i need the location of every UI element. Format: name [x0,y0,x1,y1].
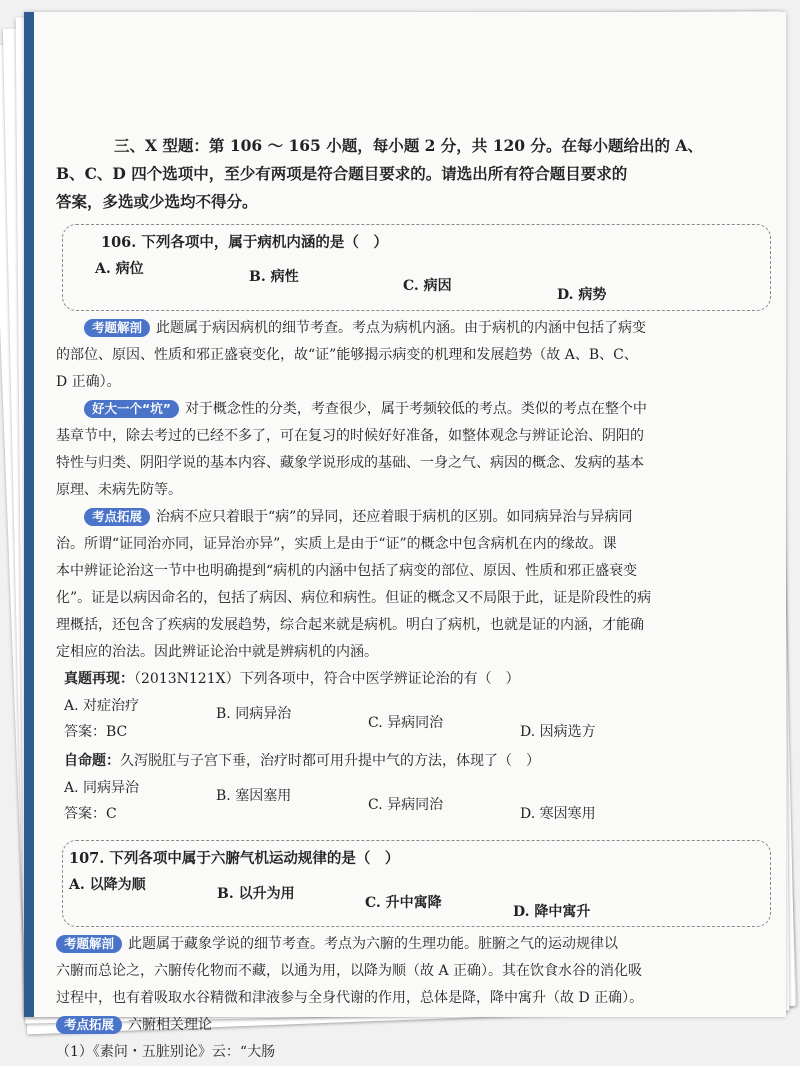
expand-107 [56,1012,771,1066]
page-edge-bar [24,12,34,1017]
expand-text: 定相应的治法。因此辨证论治中就是辨病机的内涵。 [56,644,378,660]
option-c: C. 异病同治 [368,715,444,731]
option-a: A. 对症治疗 [64,698,140,714]
expand-text: 本中辨证论治这一节中也明确提到“病机的内涵中包括了病变的部位、原因、性质和邪正盛衰变 [56,563,638,579]
analysis-text: 此题属于藏象学说的细节考查。考点为六腑的生理功能。脏腑之气的运动规律以 [128,936,619,952]
real-exam-label: 真题再现： [64,671,134,687]
self-question-text: 久泻脱肛与子宫下垂，治疗时都可用升提中气的方法，体现了（ ） [120,753,540,769]
self-question [56,748,771,828]
tip-text: 对于概念性的分类，考查很少，属于考频较低的考点。类似的考点在整个中 [184,401,647,417]
option-d: D. 因病选方 [520,724,596,740]
tip-text: 特性与归类、阴阳学说的基本内容、藏象学说形成的基础、一身之气、病因的概念、发病的基本 [56,455,644,471]
expand-text: 理概括，还包含了疾病的发展趋势，综合起来就是病机。明白了病机，也就是证的内涵，才能确 [56,617,644,633]
expand-text: 治。所谓“证同治亦同，证异治亦异”，实质上是由于“证”的概念中包含病机在内的缘故。课 [56,536,617,552]
question-title: 107. 下列各项中属于六腑气机运动规律的是（ ） [69,850,400,867]
option-b: B. 病性 [249,269,299,285]
expand-text: 化”。证是以病因命名的，包括了病因、病位和病性。但证的概念又不局限于此，证是阶段性的病 [56,590,652,606]
analysis-107 [56,931,771,1012]
analysis-text: 此题属于病因病机的细节考查。考点为病机内涵。由于病机的内涵中包括了病变 [156,320,647,336]
expand-text: 治病不应只着眼于“病”的异同，还应着眼于病机的区别。如同病异治与异病同 [156,509,633,525]
real-exam-question [56,666,771,746]
option-c: C. 病因 [403,278,452,294]
expand-title: 六腑相关理论 [128,1017,213,1033]
question-options [95,256,760,308]
analysis-tag: 考题解剖 [56,935,122,953]
section-intro [56,132,771,216]
self-question-label: 自命题： [64,753,120,769]
question-options [69,872,760,924]
option-a: A. 病位 [95,261,144,277]
tip-text: 原理、未病先防等。 [56,482,182,498]
real-exam-answer: 答案：BC [64,724,128,740]
tip-tag: 好大一个“坑” [84,400,179,418]
real-exam-text: （2013N121X）下列各项中，符合中医学辨证论治的有（ ） [134,671,520,687]
analysis-text: 的部位、原因、性质和邪正盛衰变化，故“证”能够揭示病变的机理和发展趋势（故 A、B、C、 [56,347,638,363]
intro-line: 三、X 型题：第 106 ～ 165 小题，每小题 2 分，共 120 分。在每小题给出的 A、 [114,136,703,155]
option-a: A. 以降为顺 [69,877,146,893]
expand-text: （1）《素问・五脏别论》云：“大肠 [56,1044,276,1060]
analysis-text: 过程中，也有着吸取水谷精微和津液参与全身代谢的作用，总体是降，降中寓升（故 D 正确）。 [56,990,644,1006]
tip-text: 基章节中，除去考过的已经不多了，可在复习的时候好好准备，如整体观念与辨证论治、阴阳的 [56,428,644,444]
option-b: B. 塞因塞用 [216,788,292,804]
option-b: B. 以升为用 [217,886,295,902]
self-question-answer: 答案：C [64,806,117,822]
expand-tag: 考点拓展 [56,1016,122,1034]
question-106-box [62,224,771,311]
page-content [56,132,771,1066]
option-c: C. 升中寓降 [365,895,442,911]
analysis-text: 六腑而总论之，六腑传化物而不藏，以通为用，以降为顺（故 A 正确）。其在饮食水谷的消化吸 [56,963,643,979]
book-page [24,12,786,1060]
question-107-box [62,840,771,927]
option-b: B. 同病异治 [216,706,292,722]
question-title: 106. 下列各项中，属于病机内涵的是（ ） [101,234,388,251]
tip-106 [56,396,771,504]
analysis-106 [56,315,771,396]
option-d: D. 病势 [557,287,607,303]
intro-line: B、C、D 四个选项中，至少有两项是符合题目要求的。请选出所有符合题目要求的 [56,164,628,183]
analysis-tag: 考题解剖 [84,319,150,337]
expand-tag: 考点拓展 [84,508,150,526]
analysis-text: D 正确）。 [56,374,121,390]
expand-106 [56,504,771,666]
option-c: C. 异病同治 [368,797,444,813]
option-d: D. 寒因寒用 [520,806,596,822]
option-d: D. 降中寓升 [513,904,591,920]
intro-line: 答案，多选或少选均不得分。 [56,192,258,211]
self-question-options [64,775,771,827]
real-exam-options [64,693,771,745]
option-a: A. 同病异治 [64,780,140,796]
